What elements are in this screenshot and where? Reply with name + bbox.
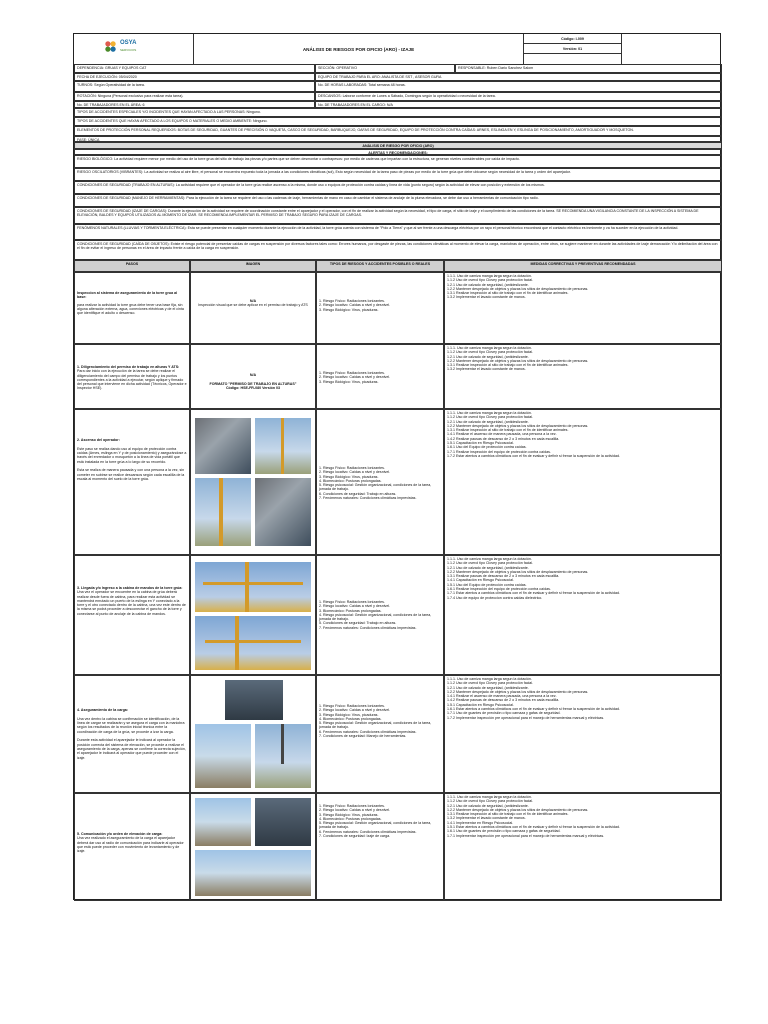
- logo-sub: SERVICIOS: [120, 48, 137, 52]
- analysis-heading: ANÁLISIS DE RIESGO POR OFICIO (ARO): [74, 142, 722, 149]
- table-row-risks: 1. Riesgo Físico: Radiaciones Ionizantes. 2. Riesgo locativo: Caídas a nivel y desnivel. 3. Riesgo Biológico: Virus, picaduras. 4. Biomecánico: Posturas prolongadas. 5. Riesgo psicosocial: Gestión organizacional, condiciones de la tarea, jornada de trabajo. 6. Fenómenos naturales: Condiciones climáticas imprevistas. 7. Condiciones de seguridad: Manejo de herramientas.: [316, 675, 444, 793]
- photo-crane-jib: [195, 562, 311, 612]
- photo-tower-mast: [195, 478, 251, 546]
- rotacion: ROTACIÓN: Ninguna (Personal exclusivo para realizar esta tarea).: [74, 92, 315, 101]
- table-row-image: [190, 793, 316, 901]
- photo-site-overview: [195, 850, 311, 896]
- image-note: FORMATO "PERMISO DE TRABAJO EN ALTURAS" Código: HSE-FR-080 Versión 03: [209, 381, 297, 391]
- table-row-step: [74, 272, 190, 344]
- col-header-medidas: MEDIDAS CORRECTIVAS Y PREVENTIVAS RECOMENDADAS: [444, 260, 722, 272]
- table-row-measures: 1.1.1. Uso de camiza manga larga segun la dotación. 1.1.2 Uso de overol tipo Clovey para protección facial. 1.2.1 Uso de calzado de seguridad, (antideslizante. 1.2.2 Mantener despejado de objetos y plazas los sitios de desplazamiento de personas. 1.3.1 Realizar inspección al sitio de trabajo con el fin de identificar animales. 1.3.2 Implementar el lavado constante de manos.: [444, 344, 722, 409]
- step-text: Una vez dentro la cabina se confirmación se identificación, de la línea de cargar se realizarán y se asegura el carga con la maniobra según los resultados de la reunión inicial técnica entre la coordinación de carga de la grúa, se procede a izar la carga. Durante esta actividad el aparejador le indicará al operador la posición correcta del sistema de elevación, se procede a realizar el aseguramiento de la carga, apenas se confirme la correcta sujeción, el aparejador le indicará al operador que puede proceder con el izaje.: [77, 716, 186, 760]
- photo-operator-ascent: [195, 418, 251, 474]
- table-row-risks: 1. Riesgo Físico: Radiaciones Ionizantes. 2. Riesgo locativo: Caídas a nivel y desnivel. 3. Riesgo Biológico: Virus, picaduras.: [316, 272, 444, 344]
- step-text: Una vez el operador se encuentre en la cabina de grúa deberá realizar desde fuera de cabina, para realizar esta actividad se mantendrá enrutado un puerto de la eslinga en Y conectado a la torre y el otro conectado dentro de la cabina, una vez este dentro de la misma se podrá proceder a desconectar el gancho de la torre y conectarse al punto de anclaje de la cabina de mandos.: [77, 590, 186, 616]
- photo-radio-signal: [255, 798, 311, 846]
- accidentes-equipos: TIPOS DE ACCIDENTES QUE HAYAN AFECTADO A LOS EQUIPOS O MATERIALES O MEDIO AMBIENTE: Ninguno.: [74, 117, 722, 126]
- image-caption: N/A: [249, 373, 257, 378]
- photo-site-load: [195, 798, 251, 846]
- fase: FASE: ÚNICA: [74, 136, 722, 142]
- alert-item: RIESGO OSCILATORIOS (VIBRANTES): La actividad se realiza al aire libre, el personal se encuentra expuesto toda la jornada a las condiciones climáticas (sol), Esto según necesidad de la tarea paso de piezas por medio de la torre grúa que debe ubicarse según necesidad de la tarea y orden del aparejador.: [74, 168, 722, 181]
- step-text: Una vez realizado el aseguramiento de la carga el aparejador deberá dar uso al radio de comunicación para indicarle al operador que está puede proceder con movimiento de levantamiento y de izaje.: [77, 836, 184, 854]
- step-title: 4. Aseguramiento de la carga:: [77, 708, 128, 713]
- trabajadores-cargo: No. DE TRABAJADORES EN EL CARGO: N/A: [315, 101, 722, 108]
- table-row-risks: 1. Riesgo Físico: Radiaciones Ionizantes. 2. Riesgo locativo: Caídas a nivel y desnivel. 3. Riesgo Biológico: Virus, picaduras.: [316, 344, 444, 409]
- document-version: Versión: 01: [524, 44, 621, 54]
- alerts-heading: ALERTAS Y RECOMENDACIONES:: [74, 149, 722, 155]
- alert-item: CONDICIONES DE SEGURIDAD (MANEJO DE HERRAMIENTAS): Para la ejecución de la tarea se requiere del uso o las cadenas de izaje, herramientas de mano en caso de cambiar el sistema de anclaje de la pluma elevadora, se debe dar uso a herramientas de comunicación tipo radio.: [74, 194, 722, 207]
- table-row-step: [74, 344, 190, 409]
- col-header-pasos: PASOS: [74, 260, 190, 272]
- table-row-step: [74, 409, 190, 555]
- photo-load-hook: [255, 724, 311, 788]
- image-caption: N/A: [249, 299, 257, 303]
- table-row-risks: 1. Riesgo Físico: Radiaciones Ionizantes. 2. Riesgo locativo: Caídas a nivel y desnivel. 3. Riesgo Biológico: Virus, picaduras. 4. Biomecánico: Posturas prolongadas. 5. Riesgo psicosocial: Gestión organizacional, condiciones de la tarea, jornada de trabajo. 6. Condiciones de seguridad: Trabajo en alturas. 7. Fenómenos naturales: Condiciones climáticas imprevistas.: [316, 409, 444, 555]
- photo-harness: [255, 478, 311, 546]
- table-row-measures: 1.1.1. Uso de camiza manga larga segun la dotación. 1.1.2 Uso de overol tipo Clovey para protección facial. 1.2.1 Uso de calzado de seguridad, (antideslizante. 1.2.2 Mantener despejado de objetos y plazas los sitios de desplazamiento de personas. 1.3.1 Realizar pausas de descanso de 2 o 3 minutos en cada escalilla. 1.4.1 Capacitación en Riesgo Psicosocial. 1.5.1 Uso del Equipo de protección contra caídas. 1.6.1 Realizar inspección del equipo de protección contra caídas. 1.7.1 Estar atentos a cambios climáticos con el fin de evaluar y definir si frenar la suspensión de la actividad. 1.7.4 Uso de equipo de proteccion contra caidas dielectrico.: [444, 555, 722, 675]
- step-text: para realizar la actividad la torre grua debe tener una base fija, sin alguna alteración externa, agua, conexiones eléctricas y de el cinta que identifique el adulto o descenso.: [77, 302, 184, 316]
- step-title: 3. Llegada y/o Ingreso a la cabina de mandos de la torre grúa:: [77, 586, 183, 590]
- table-row-image: [190, 272, 316, 344]
- photo-crane-cabin: [195, 616, 311, 670]
- dependencia: DEPENDENCIA: GRUAS Y EQUIPOS CAT: [74, 64, 315, 73]
- table-row-step: [74, 793, 190, 901]
- step-title: 1. Diligenciamiento del permiso de trabajo en alturas Y ATS:: [77, 365, 180, 369]
- photo-tower-climb: [255, 418, 311, 474]
- table-row-image: [190, 344, 316, 409]
- table-row-image: [190, 675, 316, 793]
- responsable: RESPONSABLE: Ruben Dario Sanchez Salom: [455, 64, 722, 73]
- aro-document: [73, 33, 721, 900]
- image-note: Inspección visual que se debe aplicar en el permiso de trabajo y ATS: [198, 303, 308, 308]
- step-text: Este paso se realiza dando uso al equipo de protección contra caídas (Arnes, eslinga en Y y de posicionamiento) y asegurándose a través del enrredador o mosquetón a la línea de vida portátil que está instalada en la torre grúa a lo largo de su recorrido. Esta se realiza de manera pausada y con una persona a la vez, sin cometer en subirse se realice descansos según cada escalilla de la escala al momento del suelo de la torre grúa.: [77, 446, 187, 481]
- step-title: 2. Ascenso del operador:: [77, 438, 120, 443]
- document-code: Código: I-009: [524, 34, 621, 44]
- photo-load-lift: [195, 724, 251, 788]
- fecha-ejecucion: FECHA DE EJECUCIÓN: 05/04/2020: [74, 73, 315, 81]
- logo-icon: [104, 40, 117, 53]
- document-title: ANÁLISIS DE RIESGOS POR OFICIO (ARO) - IZAJE: [194, 34, 524, 64]
- table-row-measures: 1.1.1. Uso de camiza manga larga segun la dotación. 1.1.2 Uso de overol tipo Clovey para protección facial. 1.2.1 Uso de calzado de seguridad, (antideslizante. 1.2.2 Mantener despejado de objetos y plazas los sitios de desplazamiento de personas. 1.3.1 Realizar inspección al sitio de trabajo con el fin de identificar animales. 1.3.2 Implementar el lavado constante de manos.: [444, 272, 722, 344]
- alert-item: CONDICIONES DE SEGURIDAD (TRABAJO EN ALTURAS): La actividad requiere que el operador de la torre grúa realice ascenso a la misma, donde uso o equipos de protección contra caídas y línea de vida (punto seguro) según la actividad de elevar con posición y extensión de los mismos.: [74, 181, 722, 194]
- company-logo: [74, 34, 194, 64]
- descansos: DESCANSOS: Laborar conforme de Lunes a Sábado, Domingos según la operatividad o necesidad de la tarea.: [315, 92, 722, 101]
- table-row-image: [190, 555, 316, 675]
- epp-requeridos: ELEMENTOS DE PROTECCIÓN PERSONAL REQUERIDOS: BOTAS DE SEGURIDAD, GUANTES DE PRECISIÓN O VAQUETA, CASCO DE SEGURIDAD, BARBUQUEJO, GAFAS DE SEGURIDAD, EQUIPO DE PROTECCIÓN CONTRA CAÍDAS: ARNES, ESLINGA EN Y, ESLINGA DE POSICIONAMIENTO, AMORTIGUADOR Y MOSQUETON.: [74, 126, 722, 136]
- table-row-risks: 1. Riesgo Físico: Radiaciones Ionizantes. 2. Riesgo locativo: Caídas a nivel y desnivel. 3. Biomecánico: Posturas prolongadas. 4. Riesgo psicosocial: Gestión organizacional, condiciones de la tarea, jornada de trabajo. 5. Condiciones de seguridad: Trabajo en alturas. 7. Fenómenos naturales: Condiciones climáticas imprevistas.: [316, 555, 444, 675]
- table-row-risks: 1. Riesgo Físico: Radiaciones Ionizantes. 2. Riesgo locativo: Caídas a nivel y desnivel. 3. Riesgo Biológico: Virus, picaduras. 4. Biomecánico: Posturas prolongadas. 5. Riesgo psicosocial: Gestión organizacional, condiciones de la tarea, jornada de trabajo. 6. Fenómenos naturales: Condiciones climáticas imprevistas. 7. Condiciones de seguridad: Izaje de carga.: [316, 793, 444, 901]
- alert-item: CONDICIONES DE SEGURIDAD (CAÍDA DE OBJETOS): Existe el riesgo potencial de presentar caídas de cargas en suspensión por diversos factores tales como: Errores humanos, por desgaste de piezas, las condiciones climáticas al momento de elevar la carga, maniobras de operación, entre otros, se sugiere mantener en durante las actividades de izaje demarcación Y/o delimitación del área con el fin de evitar el ingreso de personas en el área de impacto frente a caída de la carga en suspensión.: [74, 240, 722, 260]
- table-row-measures: 1.1.1. Uso de camiza manga larga segun la dotación. 1.1.2 Uso de overol tipo Clovey para protección facial. 1.2.1 Uso de calzado de seguridad, (antideslizante. 1.2.2 Mantener despejado de objetos y plazas los sitios de desplazamiento de personas. 1.4.1 Realizar el ascenso de manera pausada, una persona a la vez. 1.4.2 Realizar pausas de descanso de 2 o 3 minutos en cada escalilla. 1.5.1 Capacitación en Riesgo Psicosocial. 1.6.1 Estar atentos a cambios climáticos con el fin de evaluar y definir si frenar la suspensión de la actividad. 1.7.1 Uso de guantes de precisión o tipo carnaza y gafas de seguridad. 1.7.2 Implementar inspección pre operacional para el manejo de herramientas manual y eléctricas.: [444, 675, 722, 793]
- seccion: SECCIÓN: OPERATIVO: [315, 64, 455, 73]
- equipo-trabajo: EQUIPO DE TRABAJO PARA EL ARO: ANALISTA DE SST , ASESOR GURA: [315, 73, 722, 81]
- alert-item: RIESGO BIOLÓGICO: La actividad requiere menor por medio del uso de la torre grua del sitio de trabajo las piezas y/o partes que se deben desmontar o contrapesos: por medio de cadenas que impartan con la estructura, se generan niveles considerables por caída de impacto.: [74, 155, 722, 168]
- col-header-imagen: IMAGEN: [190, 260, 316, 272]
- table-row-step: [74, 555, 190, 675]
- trabajadores-area: No. DE TRABAJADORES EN EL ÁREA: 6: [74, 101, 315, 108]
- table-row-image: [190, 409, 316, 555]
- step-title: Inspeccion al sistema de aseguramiento de la torre grua al base:: [77, 291, 178, 300]
- col-header-riesgos: TIPOS DE RIESGOS Y ACCIDENTES POSIBLES O REALES: [316, 260, 444, 272]
- table-row-step: [74, 675, 190, 793]
- step-text: Para dar inicio con la ejecución de la tarea se debe realizar el diligenciamiento del campo del permiso de trabajo y los puntos correspondientes a la actividad a ejecutar, según aplique y firmado del personal que interviene en dicha actividad (Técnicos, Operador e Inspector HSE).: [77, 369, 187, 391]
- step-title: 5. Comunicación y/o orden de elevación de carga:: [77, 832, 163, 836]
- alert-item: CONDICIONES DE SEGURIDAD (IZAJE DE CARGAS): Durante la ejecución de la actividad se requiere de coordinación constante entre el aparejador y el operador, con el fin de realizar la actividad según la necesidad, el tipo de carga, el sitio de izaje y el cumplimiento de las condiciones de la tarea. SE RECOMIENDA UNA VIGILANCIA CONSTANTE DE LA INSPECCIÓN A SISTEMA DE ELEVACIÓN, BALDES Y EQUIPOS UTILIZADOS AL MOMENTO DE IZAR. SE RECOMIENDA IMPLEMENTAR EL PERMISO DE TRABAJO SEGURO PARA IZAJE DE CARGAS.: [74, 207, 722, 224]
- horas-laboradas: No. DE HORAS LABORADAS: Total semana 48 horas.: [315, 81, 722, 92]
- table-row-measures: 1.1.1. Uso de camiza manga larga segun la dotación. 1.1.2 Uso de overol tipo Clovey para protección facial. 1.2.1 Uso de calzado de seguridad, (antideslizante. 1.2.2 Mantener despejado de objetos y plazas los sitios de desplazamiento de personas. 1.3.1 Realizar inspección al sitio de trabajo con el fin de identificar animales. 1.3.2 Implementar el lavado constante de manos. 1.4.1 Implementar en Riesgo Psicosocial. 1.5.1 Estar atentos a cambios climáticos con el fin de evaluar y definir si frenar la suspensión de la actividad. 1.6.1 Uso de guantes de precisión o tipo carnaza y gafas de seguridad. 1.7.1 Implementar inspección pre operacional para el manejo de herramientas manual y eléctricas.: [444, 793, 722, 901]
- accidentes-personas: TIPOS DE ACCIDENTES ESPECIALES Y/O INCIDENTES QUE HAYAN AFECTADO A LAS PERSONAS: Ninguno.: [74, 108, 722, 117]
- alert-item: FENÓMENOS NATURALES (LLUVIAS Y TORMENTA ELÉCTRICA): Esta se puede presentar en cualquier momento durante la ejecución de la actividad, la torre grúa cuenta con sistema de "Polo a Tierra" y que al ser frente a una descarga eléctrica por un rayo el personal técnico encontrará que el contacto eléctrico es inminente y va ha suceder en la ejecución de la actividad.: [74, 224, 722, 240]
- photo-load-rigging: [225, 680, 283, 720]
- logo-brand: OSYA: [120, 40, 137, 46]
- turnos: TURNOS: Según Operatividad de la tarea.: [74, 81, 315, 92]
- document-code-box: [524, 34, 622, 64]
- table-row-measures: 1.1.1. Uso de camiza manga larga segun la dotación. 1.1.2 Uso de overol tipo Clovey para protección facial. 1.2.1 Uso de calzado de seguridad, (antideslizante. 1.2.2 Mantener despejado de objetos y plazas los sitios de desplazamiento de personas. 1.3.1 Realizar inspección al sitio de trabajo con el fin de identificar animales. 1.4.1 Realizar el ascenso de manera pausada, una persona a la vez. 1.4.2 Realizar pausas de descanso de 2 o 3 minutos en cada escalilla. 1.5.1 Capacitación en Riesgo Psicosocial. 1.6.1 Uso del Equipo de protección contra caídas. 1.7.1 Realizar inspección del equipo de protección contra caídas. 1.7.2 Estar atentos a cambios climáticos con el fin de evaluar y definir si frenar la suspensión de la actividad.: [444, 409, 722, 555]
